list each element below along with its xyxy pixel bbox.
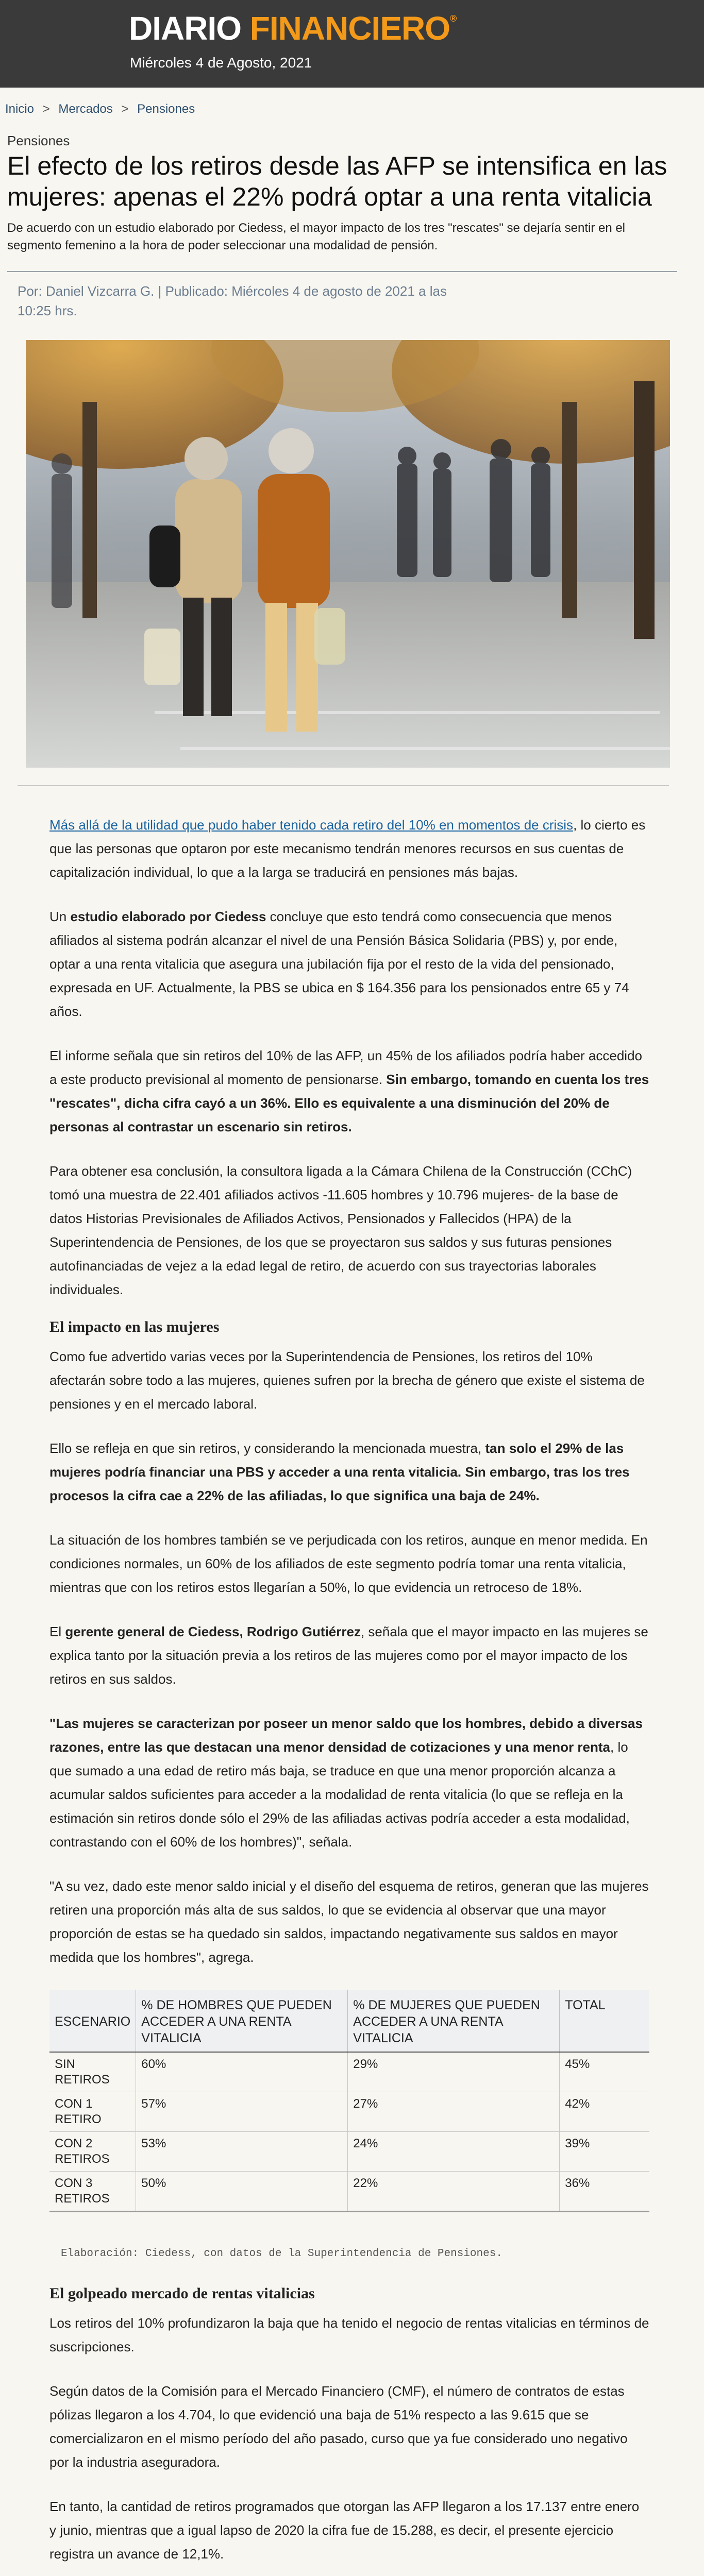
retiros-table: [49, 1990, 649, 2212]
table-cell: 53%: [136, 2132, 348, 2172]
site-header: [0, 0, 704, 88]
article-title: El efecto de los retiros desde las AFP se intensifica en las mujeres: apenas el 22% podrá optar a una renta vitalicia: [7, 151, 667, 211]
header-date: Miércoles 4 de Agosto, 2021: [130, 55, 312, 71]
paragraph: Para obtener esa conclusión, la consultora ligada a la Cámara Chilena de la Construcción (CChC) tomó una muestra de 22.401 afiliados activos -11.605 hombres y 10.796 mujeres- de la base de datos Historias Previsionales de Afiliados Activos, Pensionados y Fallecidos (HPA) de la Superintendencia de Pensiones, de los que se proyectaron sus saldos y sus futuras pensiones autofinanciadas de vejez a la edad legal de retiro, de acuerdo con sus trayectorias laborales individuales.: [49, 1163, 632, 1297]
logo-text-diario: DIARIO: [129, 10, 241, 47]
table-cell: CON 2 RETIROS: [49, 2132, 136, 2172]
section-heading-impacto: El impacto en las mujeres: [49, 1318, 220, 1335]
table-cell: 36%: [560, 2172, 649, 2212]
section-label: Pensiones: [7, 133, 70, 148]
table-row: [49, 2052, 649, 2092]
breadcrumb: [5, 102, 195, 116]
article-subtitle: De acuerdo con un estudio elaborado por Ciedess, el mayor impacto de los tres "rescates" se dejaría sentir en el segmento femenino a la hora de poder seleccionar una modalidad de pensión.: [7, 221, 626, 252]
paragraph: En tanto, la cantidad de retiros programados que otorgan las AFP llegaron a los 17.137 entre enero y junio, mientras que a igual lapso de 2020 la cifra fue de 15.288, es decir, el presente ejercicio registra un avance de 12,1%.: [49, 2499, 640, 2562]
article-byline: Por: Daniel Vizcarra G. | Publicado: Miércoles 4 de agosto de 2021 a las 10:25 hrs.: [18, 283, 447, 318]
paragraph: La situación de los hombres también se ve perjudicada con los retiros, aunque en menor medida. En condiciones normales, un 60% de los afiliados de este segmento podría tomar una renta vitalicia, mientras que con los retiros estos llegarían a 50%, lo que evidencia un retroceso de 18%.: [49, 1532, 648, 1595]
breadcrumb-mercados[interactable]: Mercados: [58, 102, 113, 116]
table-cell: 27%: [348, 2092, 560, 2132]
column-header: ESCENARIO: [49, 1990, 136, 2052]
table-cell: CON 3 RETIROS: [49, 2172, 136, 2212]
divider: [7, 271, 677, 272]
table-cell: 50%: [136, 2172, 348, 2212]
paragraph: Los retiros del 10% profundizaron la baja que ha tenido el negocio de rentas vitalicias en términos de suscripciones.: [49, 2315, 649, 2354]
bold-text: tan solo el 29% de las mujeres podría financiar una PBS y acceder a una renta vitalicia. Sin embargo, tras los tres procesos la cifra cae a 22% de las afiliadas, lo que significa una baja de 24%.: [49, 1440, 630, 1503]
table-cell: 39%: [560, 2132, 649, 2172]
table-cell: 29%: [348, 2052, 560, 2092]
data-table-container: [49, 1990, 649, 2212]
table-cell: 24%: [348, 2132, 560, 2172]
table-cell: 57%: [136, 2092, 348, 2132]
breadcrumb-separator: >: [121, 102, 129, 116]
table-header-row: [49, 1990, 649, 2052]
paragraph: Según datos de la Comisión para el Mercado Financiero (CMF), el número de contratos de estas pólizas llegaron a los 4.704, lo que evidenció una baja de 51% respecto a las 9.615 que se comercializaron en el mismo período del año pasado, curso que ya fue considerado uno negativo por la industria aseguradora.: [49, 2383, 628, 2470]
registered-mark: ®: [450, 13, 457, 24]
table-cell: CON 1 RETIRO: [49, 2092, 136, 2132]
paragraph: "Las mujeres se caracterizan por poseer un menor saldo que los hombres, debido a diversas razones, entre las que destacan una menor densidad de cotizaciones y una menor renta, lo que sumado a una edad de retiro más baja, se traduce en que una menor proporción alcanza a acumular saldos suficientes para acceder a la modalidad de renta vitalicia (lo que se refleja en la estimación sin retiros donde sólo el 29% de las afiliadas activas podría acceder a esta modalidad, contrastando con el 60% de los hombres)", señala.: [49, 1716, 643, 1850]
section-heading-mercado: El golpeado mercado de rentas vitalicias: [49, 2285, 315, 2302]
column-header: % DE HOMBRES QUE PUEDEN ACCEDER A UNA RENTA VITALICIA: [136, 1990, 348, 2052]
paragraph: Más allá de la utilidad que pudo haber tenido cada retiro del 10% en momentos de crisis, lo cierto es que las personas que optaron por este mecanismo tendrán menores recursos en sus cuentas de capitalización individual, lo que a la larga se traducirá en pensiones más bajas.: [49, 817, 646, 880]
bold-text: "Las mujeres se caracterizan por poseer un menor saldo que los hombres, debido a diversas razones, entre las que destacan una menor densidad de cotizaciones y una menor renta: [49, 1716, 643, 1755]
table-cell: SIN RETIROS: [49, 2052, 136, 2092]
column-header: TOTAL: [560, 1990, 649, 2052]
article-photo: [26, 340, 670, 768]
bold-text: estudio elaborado por Ciedess: [70, 909, 266, 924]
article-body: [49, 813, 649, 2576]
breadcrumb-separator: >: [42, 102, 50, 116]
paragraph: Un estudio elaborado por Ciedess concluye que esto tendrá como consecuencia que menos afiliados al sistema podrán alcanzar el nivel de una Pensión Básica Solidaria (PBS) y, por ende, optar a una renta vitalicia que asegura una jubilación fija por el resto de la vida del pensionado, expresada en UF. Actualmente, la PBS se ubica en $ 164.356 para los pensionados entre 65 y 74 años.: [49, 909, 629, 1019]
paragraph: El informe señala que sin retiros del 10% de las AFP, un 45% de los afiliados podría haber accedido a este producto previsional al momento de pensionarse. Sin embargo, tomando en cuenta los tres "rescates", dicha cifra cayó a un 36%. Ello es equivalente a una disminución del 20% de personas al contrastar un escenario sin retiros.: [49, 1048, 649, 1134]
table-cell: 42%: [560, 2092, 649, 2132]
breadcrumb-inicio[interactable]: Inicio: [5, 102, 35, 116]
paragraph: "A su vez, dado este menor saldo inicial y el diseño del esquema de retiros, generan que las mujeres retiren una proporción más alta de sus saldos, lo que se evidencia al observar que una mayor proporción de estas se ha quedado sin saldos, impactando negativamente sus saldos en mayor medida que los hombres", agrega.: [49, 1878, 649, 1965]
column-header: % DE MUJERES QUE PUEDEN ACCEDER A UNA RENTA VITALICIA: [348, 1990, 560, 2052]
bold-text: gerente general de Ciedess, Rodrigo Gutiérrez: [65, 1624, 361, 1639]
divider: [18, 785, 669, 786]
table-row: [49, 2172, 649, 2212]
table-cell: 45%: [560, 2052, 649, 2092]
site-logo[interactable]: [129, 9, 456, 47]
bold-text: Sin embargo, tomando en cuenta los tres "rescates", dicha cifra cayó a un 36%. Ello es equivalente a una disminución del 20% de personas al contrastar un escenario sin retiros.: [49, 1072, 649, 1134]
related-article-link[interactable]: Más allá de la utilidad que pudo haber tenido cada retiro del 10% en momentos de crisis: [49, 817, 574, 833]
table-row: [49, 2132, 649, 2172]
table-caption: Elaboración: Ciedess, con datos de la Superintendencia de Pensiones.: [61, 2248, 502, 2260]
paragraph: Ello se refleja en que sin retiros, y considerando la mencionada muestra, tan solo el 29% de las mujeres podría financiar una PBS y acceder a una renta vitalicia. Sin embargo, tras los tres procesos la cifra cae a 22% de las afiliadas, lo que significa una baja de 24%.: [49, 1440, 630, 1503]
table-cell: 22%: [348, 2172, 560, 2212]
paragraph: Como fue advertido varias veces por la Superintendencia de Pensiones, los retiros del 10% afectarán sobre todo a las mujeres, quienes sufren por la brecha de género que existe el sistema de pensiones y en el mercado laboral.: [49, 1349, 645, 1412]
paragraph: El gerente general de Ciedess, Rodrigo Gutiérrez, señala que el mayor impacto en las mujeres se explica tanto por la situación previa a los retiros de las mujeres como por el mayor impacto de los retiros en sus saldos.: [49, 1624, 648, 1687]
logo-text-financiero: FINANCIERO: [249, 10, 450, 47]
breadcrumb-pensiones[interactable]: Pensiones: [137, 102, 195, 116]
street-scene-image: [26, 340, 670, 768]
table-cell: 60%: [136, 2052, 348, 2092]
table-row: [49, 2092, 649, 2132]
